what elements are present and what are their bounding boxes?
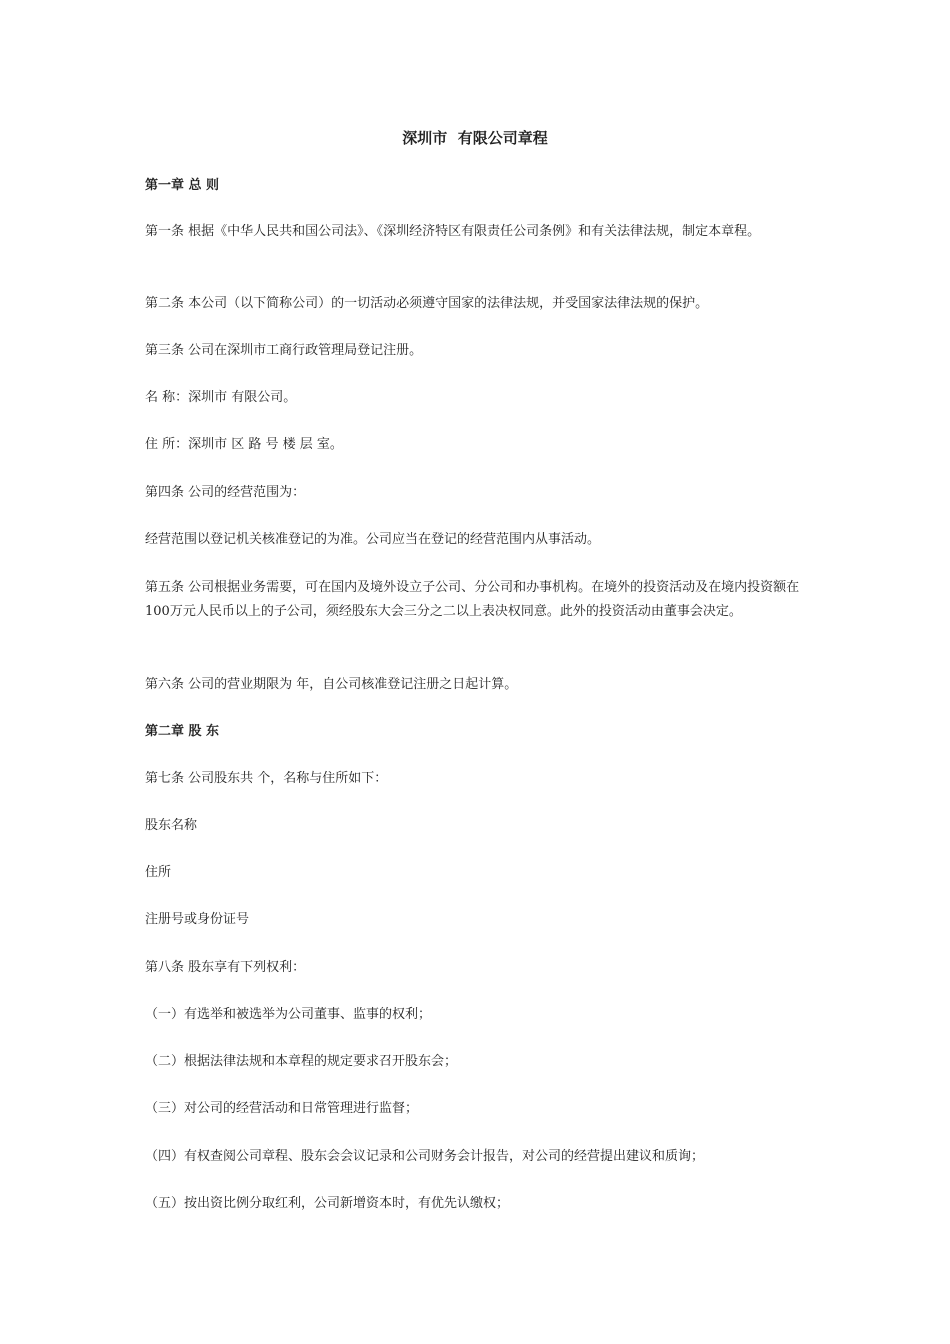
right-item-5: （五）按出资比例分取红利，公司新增资本时，有优先认缴权； bbox=[145, 1196, 510, 1211]
right-item-2: （二）根据法律法规和本章程的规定要求召开股东会； bbox=[145, 1054, 458, 1069]
article-8: 第八条 股东享有下列权利： bbox=[145, 960, 306, 975]
article-5: 第五条 公司根据业务需要，可在国内及境外设立子公司、分公司和办事机构。在境外的投资活动及在境内投资额在100万元人民币以上的子公司，须经股东大会三分之二以上表决权同意。此外的投资活动由董事会决定。 bbox=[145, 580, 800, 619]
company-address-line: 住 所：深圳市 区 路 号 楼 层 室。 bbox=[145, 437, 343, 452]
article-6: 第六条 公司的营业期限为 年，自公司核准登记注册之日起计算。 bbox=[145, 677, 518, 692]
business-scope-note: 经营范围以登记机关核准登记的为准。公司应当在登记的经营范围内从事活动。 bbox=[145, 532, 601, 547]
chapter-2-heading: 第二章 股 东 bbox=[145, 724, 220, 739]
document-title: 深圳市 有限公司章程 bbox=[402, 129, 548, 147]
shareholder-id-label: 注册号或身份证号 bbox=[145, 912, 250, 927]
shareholder-address-label: 住所 bbox=[145, 865, 172, 880]
article-2: 第二条 本公司（以下简称公司）的一切活动必须遵守国家的法律法规，并受国家法律法规的保护。 bbox=[145, 296, 709, 311]
shareholder-name-label: 股东名称 bbox=[145, 818, 198, 833]
right-item-1: （一）有选举和被选举为公司董事、监事的权利； bbox=[145, 1007, 432, 1022]
right-item-3: （三）对公司的经营活动和日常管理进行监督； bbox=[145, 1101, 419, 1116]
article-3: 第三条 公司在深圳市工商行政管理局登记注册。 bbox=[145, 343, 423, 358]
article-4: 第四条 公司的经营范围为： bbox=[145, 485, 306, 500]
chapter-1-heading: 第一章 总 则 bbox=[145, 178, 220, 193]
article-1: 第一条 根据《中华人民共和国公司法》、《深圳经济特区有限责任公司条例》和有关法律法规，制定本章程。 bbox=[145, 224, 761, 239]
company-name-line: 名 称：深圳市 有限公司。 bbox=[145, 390, 297, 405]
right-item-4: （四）有权查阅公司章程、股东会会议记录和公司财务会计报告，对公司的经营提出建议和质询； bbox=[145, 1149, 705, 1164]
article-7: 第七条 公司股东共 个，名称与住所如下： bbox=[145, 771, 388, 786]
